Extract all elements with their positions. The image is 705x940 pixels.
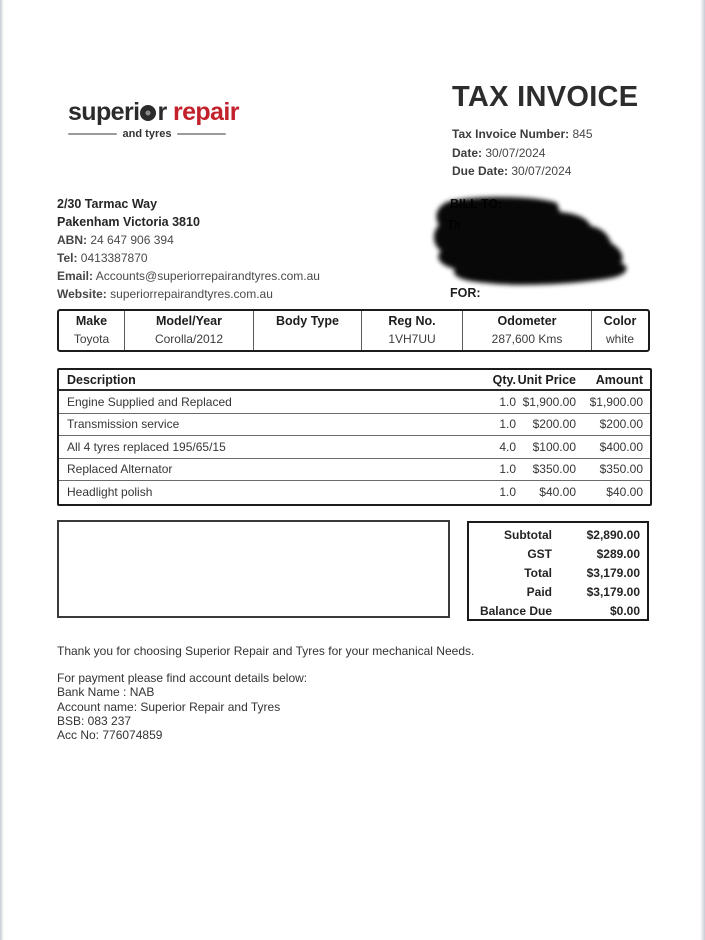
page-edge-shadow-left <box>0 0 4 940</box>
item-row <box>59 459 650 482</box>
tel-label: Tel: <box>57 251 78 265</box>
item-description: Transmission service <box>67 417 180 432</box>
item-description: Headlight polish <box>67 485 153 500</box>
tel-value: 0413387870 <box>80 251 148 265</box>
item-row <box>59 436 650 459</box>
website-label: Website: <box>57 287 107 301</box>
vehicle-header-make: Make <box>59 311 125 330</box>
vehicle-header-model-year: Model/Year <box>125 311 254 330</box>
item-row <box>59 414 650 437</box>
item-unit-price: $350.00 <box>532 462 576 477</box>
email-label: Email: <box>57 269 94 283</box>
vehicle-details-table <box>57 309 650 352</box>
paid-value: $3,179.00 <box>586 585 640 600</box>
items-header-amount: Amount <box>595 372 643 387</box>
invoice-number-value: 845 <box>572 127 593 141</box>
vehicle-table-header-row <box>59 311 648 330</box>
gst-value: $289.00 <box>596 546 640 561</box>
invoice-date-label: Date: <box>452 145 483 160</box>
item-row <box>59 481 650 504</box>
vehicle-header-color: Color <box>603 314 637 328</box>
invoice-due-date-label: Due Date: <box>452 164 509 178</box>
website-value: superiorrepairandtyres.com.au <box>110 287 273 301</box>
item-unit-price: $100.00 <box>532 439 576 454</box>
gst-label: GST <box>527 546 552 561</box>
invoice-due-date-line <box>452 162 682 181</box>
bsb-line: BSB: 083 237 <box>57 713 132 728</box>
invoice-header <box>452 82 682 181</box>
vehicle-odometer: 287,600 Kms <box>463 330 592 350</box>
notes-box <box>57 520 450 618</box>
abn-label: ABN: <box>57 233 87 247</box>
bank-name-line: Bank Name : NAB <box>57 685 155 700</box>
paid-label: Paid <box>526 585 552 600</box>
vehicle-body-type <box>254 330 362 350</box>
payment-intro: For payment please find account details below: <box>57 671 308 685</box>
total-row <box>469 563 647 582</box>
document-title: TAX INVOICE <box>452 81 639 113</box>
invoice-date-value: 30/07/2024 <box>485 145 546 160</box>
street-address: 2/30 Tarmac Way <box>57 197 158 211</box>
item-description: All 4 tyres replaced 195/65/15 <box>67 439 226 454</box>
vehicle-header-odometer: Odometer <box>463 311 592 330</box>
invoice-meta <box>452 125 682 181</box>
items-header-row <box>59 370 650 391</box>
account-name-line: Account name: Superior Repair and Tyres <box>57 699 281 714</box>
vehicle-color: white <box>605 332 634 346</box>
item-qty: 4.0 <box>499 439 516 454</box>
subtotal-row <box>469 525 647 544</box>
vehicle-make: Toyota <box>59 330 125 350</box>
tyre-wheel-icon <box>140 105 156 121</box>
item-qty: 1.0 <box>499 394 516 409</box>
invoice-number-label: Tax Invoice Number: <box>452 127 570 141</box>
for-label: FOR: <box>450 286 481 300</box>
paid-row <box>469 583 647 602</box>
company-logo-wordmark <box>68 98 239 126</box>
company-logo <box>68 98 239 140</box>
gst-row <box>469 544 647 563</box>
city-address: Pakenham Victoria 3810 <box>57 215 200 229</box>
item-amount: $40.00 <box>606 485 643 500</box>
item-qty: 1.0 <box>499 485 516 500</box>
total-label: Total <box>524 565 552 580</box>
subtotal-label: Subtotal <box>504 527 552 542</box>
email-value: Accounts@superiorrepairandtyres.com.au <box>95 269 320 283</box>
vehicle-model-year: Corolla/2012 <box>125 330 254 350</box>
item-amount: $1,900.00 <box>589 394 643 409</box>
payment-details-block <box>57 671 307 742</box>
business-address-block <box>57 195 387 303</box>
email-line <box>57 267 387 285</box>
balance-due-label: Balance Due <box>479 604 552 619</box>
vehicle-reg-no: 1VH7UU <box>362 330 463 350</box>
total-value: $3,179.00 <box>586 565 640 580</box>
subtotal-value: $2,890.00 <box>586 527 640 542</box>
logo-word-repair: repair <box>172 98 239 126</box>
totals-box <box>467 521 649 621</box>
items-header-qty: Qty. <box>492 372 516 387</box>
item-unit-price: $1,900.00 <box>522 394 576 409</box>
invoice-date-line <box>452 144 682 163</box>
balance-due-value: $0.00 <box>609 604 640 619</box>
balance-due-row <box>469 602 647 621</box>
items-header-description: Description <box>67 372 136 387</box>
page-edge-shadow-right <box>700 0 705 940</box>
invoice-due-date-value: 30/07/2024 <box>511 164 572 178</box>
account-number-line: Acc No: 776074859 <box>57 728 163 743</box>
item-qty: 1.0 <box>499 462 516 477</box>
tagline-text: and tyres <box>122 128 172 140</box>
item-qty: 1.0 <box>499 417 516 432</box>
item-unit-price: $200.00 <box>532 417 576 432</box>
item-row <box>59 391 650 414</box>
redaction-marker-blob <box>430 188 642 292</box>
line-items-table <box>57 368 652 506</box>
tel-line <box>57 249 387 267</box>
item-amount: $200.00 <box>599 417 643 432</box>
vehicle-table-data-row <box>59 330 648 350</box>
item-description: Replaced Alternator <box>67 462 173 477</box>
website-line <box>57 285 387 303</box>
tagline-rule-left <box>68 133 117 135</box>
item-description: Engine Supplied and Replaced <box>67 394 232 409</box>
logo-word-superior-post: r <box>157 98 167 126</box>
items-header-unit-price: Unit Price <box>517 372 576 387</box>
item-amount: $350.00 <box>599 462 643 477</box>
logo-word-superior-pre: superi <box>68 98 140 126</box>
vehicle-header-reg-no: Reg No. <box>362 311 463 330</box>
item-unit-price: $40.00 <box>539 485 576 500</box>
thank-you-message: Thank you for choosing Superior Repair and Tyres for your mechanical Needs. <box>57 644 475 658</box>
vehicle-header-body-type: Body Type <box>254 311 362 330</box>
company-tagline <box>68 128 226 140</box>
item-amount: $400.00 <box>599 439 643 454</box>
abn-line <box>57 231 387 249</box>
invoice-number-line <box>452 125 682 144</box>
abn-value: 24 647 906 394 <box>90 233 174 247</box>
tagline-rule-right <box>177 133 226 135</box>
